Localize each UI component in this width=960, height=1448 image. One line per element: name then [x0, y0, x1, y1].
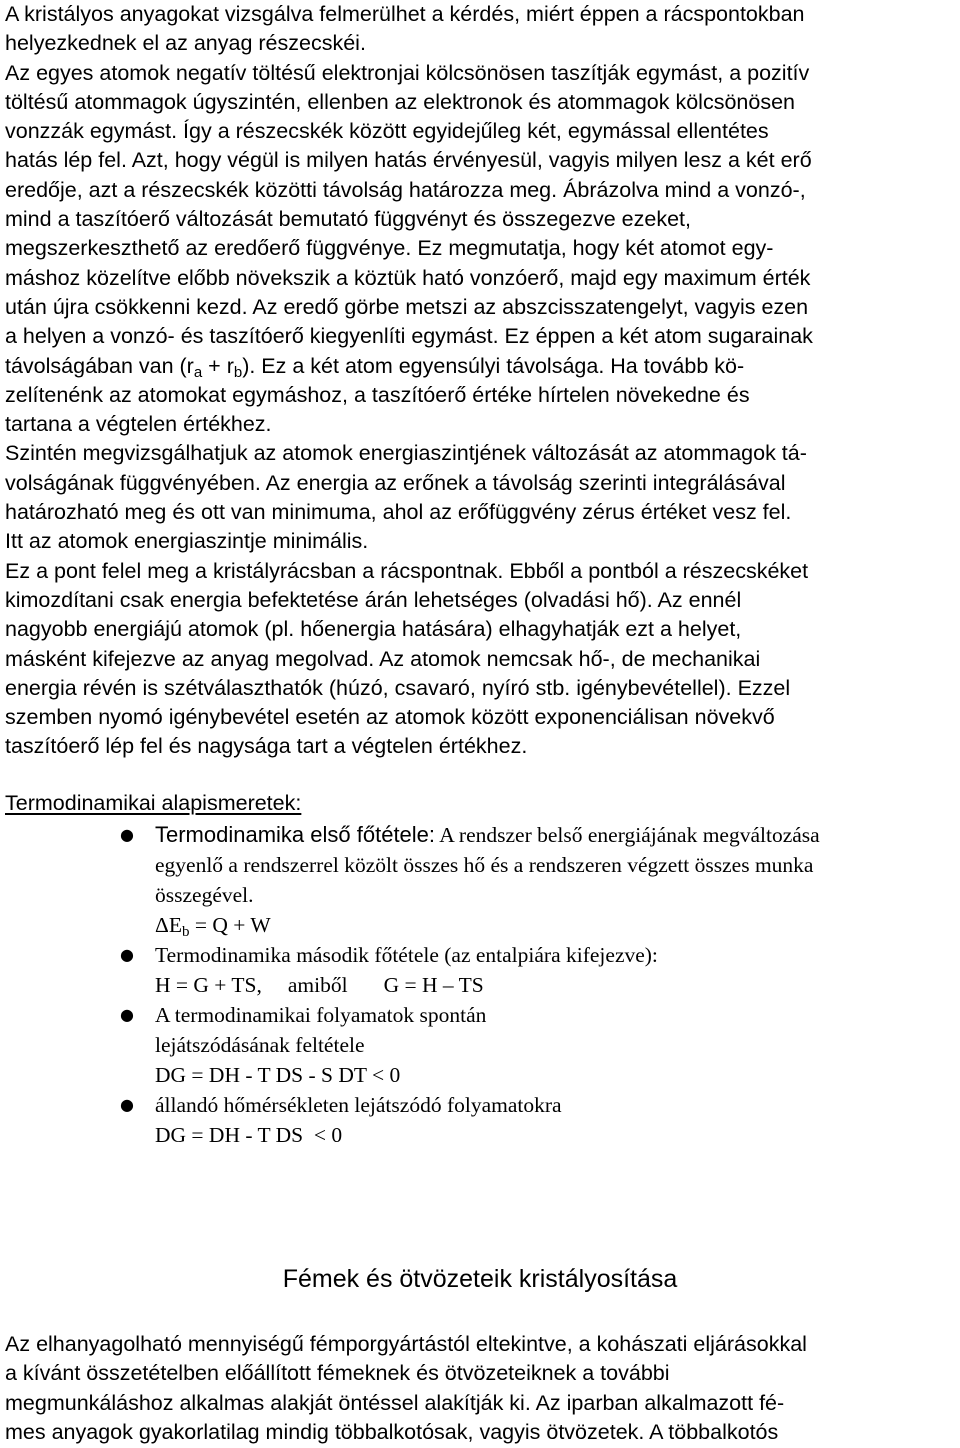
text-line: volságának függvényében. Az energia az erőnek a távolság szerinti integrálásával [5, 470, 786, 495]
thermo-heading: Termodinamikai alapismeretek: [5, 791, 302, 815]
equation-part: H = G + TS, [155, 973, 262, 997]
text-line: Az elhanyagolható mennyiségű fémporgyártástól eltekintve, a kohászati eljárásokkal [5, 1332, 807, 1356]
bullet-text: egyenlő a rendszerrel közölt összes hő és a rendszeren végzett összes munka [155, 853, 814, 877]
equation [155, 970, 937, 1000]
text-line: határozható meg és ott van minimuma, ahol az erőfüggvény zérus értéket vesz fel. [5, 500, 792, 525]
text-line-with-subscripts [5, 352, 957, 381]
text-line: mind a taszítóerő változását bemutató függvényt és összegezve ezeket, [5, 207, 691, 232]
text-line: után újra csökkenni kezd. Az eredő görbe metszi az abszcisszatengelyt, vagyis ezen [5, 294, 809, 319]
bullet-spontaneous [117, 1000, 937, 1090]
bullet-icon: ● [120, 945, 134, 964]
text-line: zelítenénk az atomokat egymáshoz, a taszítóerő értéke hírtelen növekedne és [5, 382, 750, 407]
bullet-first-law [117, 820, 937, 940]
equation-part: G = H – TS [383, 973, 484, 997]
bullet-text: összegével. [155, 883, 254, 907]
section-text [5, 1330, 807, 1447]
bullet-text: lejátszódásának feltétele [155, 1033, 365, 1057]
text-line: töltésű atommagok úgyszintén, ellenben az elektronok és atommagok kölcsönösen [5, 89, 795, 114]
text-line: a helyen a vonzó- és taszítóerő kiegyenlíti egymást. Ez éppen a két atom sugarainak [5, 324, 813, 349]
text-line: nagyobb energiájú atomok (pl. hőenergia hatására) elhagyhatják ezt a helyet, [5, 617, 742, 642]
equation [155, 910, 937, 940]
subscript-b: b [181, 924, 190, 940]
text-segment: + r [202, 353, 234, 378]
equation-part: = Q + W [189, 913, 271, 937]
text-segment: távolságában van (r [5, 353, 194, 378]
text-line: tartana a végtelen értékhez. [5, 412, 272, 437]
text-line: helyezkednek el az anyag részecskéi. [5, 31, 366, 56]
bullet-icon: ● [120, 825, 134, 844]
text-segment: ). Ez a két atom egyensúlyi távolsága. Ha tovább kö- [242, 353, 745, 378]
text-line: szemben nyomó igénybevétel esetén az atomok között exponenciálisan növekvő [5, 705, 775, 730]
text-line: kimozdítani csak energia befektetése árán lehetséges (olvadási hő). Az ennél [5, 587, 742, 612]
bullet-second-law [117, 940, 937, 1000]
equation-part: ΔE [155, 913, 182, 937]
text-line: energia révén is szétválaszthatók (húzó, csavaró, nyíró stb. igénybevétellel). Ezzel [5, 675, 791, 700]
text-line: megmunkáláshoz alkalmas alakját öntéssel alakítják ki. Az iparban alkalmazott fé- [5, 1390, 785, 1415]
text-line: hatás lép fel. Azt, hogy végül is milyen hatás érvényesül, vagyis milyen lesz a két erő [5, 148, 812, 173]
equation-part: amiből [287, 973, 348, 997]
section-title: Fémek és ötvözeteik kristályosítása [282, 1265, 678, 1293]
text-line: megszerkeszthető az eredőerő függvénye. Ez megmutatja, hogy két atomot egy- [5, 236, 774, 261]
text-line: Az egyes atomok negatív töltésű elektronjai kölcsönösen taszítják egymást, a pozitív [5, 60, 810, 85]
bullet-text: Termodinamika második főtétele (az entalpiára kifejezve): [155, 943, 658, 967]
bullet-text: A rendszer belső energiájának megváltozása [435, 823, 820, 847]
bullet-text: A termodinamikai folyamatok spontán [155, 1003, 487, 1027]
thermo-bullet-list [117, 820, 937, 1150]
bullet-constant-temperature [117, 1090, 937, 1150]
text-line: másként kifejezve az anyag megolvad. Az atomok nemcsak hő-, de mechanikai [5, 646, 761, 671]
text-line: vonzzák egymást. Így a részecskék között egyidejűleg két, egymással ellentétes [5, 119, 769, 144]
text-line: Ez a pont felel meg a kristályrácsban a rácspontnak. Ebből a pontból a részecskéket [5, 558, 809, 583]
equation: DG = DH - T DS - S DT < 0 [155, 1063, 401, 1087]
bullet-icon: ● [120, 1005, 134, 1024]
intro-paragraph [5, 0, 957, 762]
equation: DG = DH - T DS < 0 [155, 1123, 343, 1147]
text-line: mes anyagok gyakorlatilag mindig többalkotósak, vagyis ötvözetek. A többalkotós [5, 1419, 779, 1444]
text-line: a kívánt összetételben előállított fémeknek és ötvözeteiknek a további [5, 1361, 670, 1386]
text-line: Szintén megvizsgálhatjuk az atomok energiaszintjének változását az atommagok tá- [5, 441, 807, 466]
text-line: A kristályos anyagokat vizsgálva felmerülhet a kérdés, miért éppen a rácspontokban [5, 2, 805, 26]
section-paragraph [5, 1330, 807, 1447]
subscript-a: a [193, 363, 203, 381]
bullet-label: Termodinamika első főtétele: [155, 822, 436, 847]
bullet-icon: ● [120, 1095, 134, 1114]
text-line: máshoz közelítve előbb növekszik a köztük ható vonzóerő, majd egy maximum érték [5, 265, 811, 290]
text-line: Itt az atomok energiaszintje minimális. [5, 529, 369, 554]
text-line: taszítóerő lép fel és nagysága tart a végtelen értékhez. [5, 734, 528, 759]
text-line: eredője, azt a részecskék közötti távolság határozza meg. Ábrázolva mind a vonzó-, [5, 177, 806, 202]
bullet-text: állandó hőmérsékleten lejátszódó folyamatokra [155, 1093, 562, 1117]
intro-text [5, 0, 957, 762]
subscript-b: b [233, 363, 243, 381]
